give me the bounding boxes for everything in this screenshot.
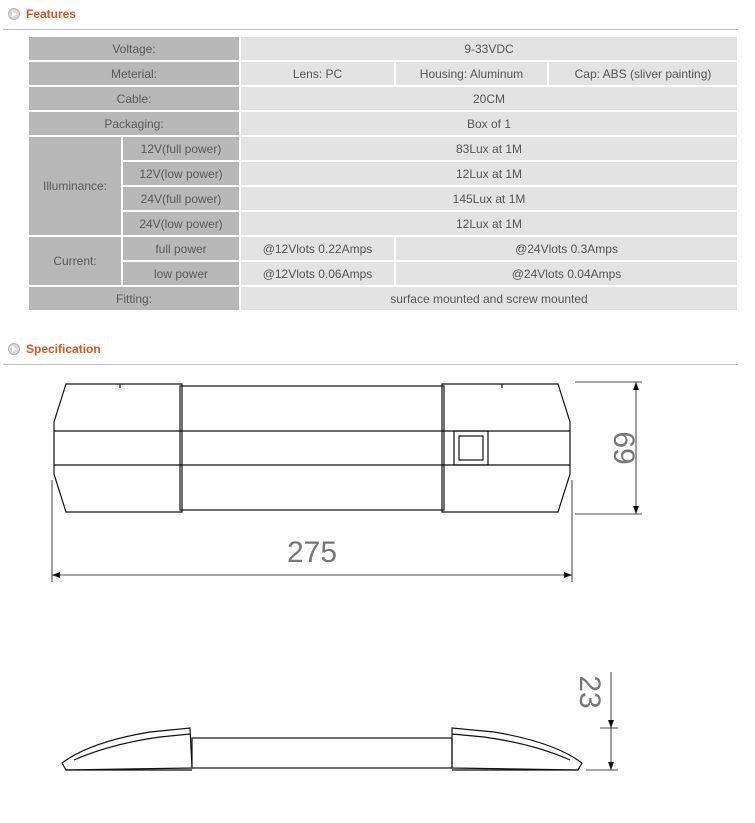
table-row-cable (28, 86, 738, 111)
table-row-fitting (28, 286, 738, 311)
dimension-width-label: 69 (607, 431, 640, 465)
material-lens: Lens: PC (240, 61, 395, 86)
current-24v: @24Vlots 0.3Amps (395, 236, 738, 261)
table-row-voltage (28, 36, 738, 61)
illuminance-value: 12Lux at 1M (240, 161, 738, 186)
voltage-value: 9-33VDC (240, 36, 738, 61)
packaging-value: Box of 1 (240, 111, 738, 136)
illuminance-sub: 24V(low power) (122, 211, 240, 236)
fitting-label: Fitting: (28, 286, 240, 311)
table-row-illuminance (28, 161, 738, 186)
illuminance-sub: 24V(full power) (122, 186, 240, 211)
current-sub: low power (122, 261, 240, 286)
cable-label: Cable: (28, 86, 240, 111)
illuminance-value: 12Lux at 1M (240, 211, 738, 236)
specification-title: Specification (26, 342, 101, 356)
illuminance-label: Illuminance: (28, 136, 122, 236)
bullet-arrow-icon (8, 8, 20, 20)
table-row-illuminance (28, 186, 738, 211)
dimension-height-label: 23 (573, 675, 606, 709)
specification-divider (3, 364, 738, 365)
specification-header (8, 342, 101, 356)
material-cap: Cap: ABS (sliver painting) (548, 61, 738, 86)
top-view-drawing (0, 370, 755, 590)
features-divider (3, 29, 738, 30)
features-table (27, 35, 739, 312)
table-row-current (28, 261, 738, 286)
current-12v: @12Vlots 0.22Amps (240, 236, 395, 261)
illuminance-value: 145Lux at 1M (240, 186, 738, 211)
current-label: Current: (28, 236, 122, 286)
bullet-arrow-icon (8, 343, 20, 355)
table-row-illuminance (28, 136, 738, 161)
cable-value: 20CM (240, 86, 738, 111)
side-view-drawing (0, 660, 755, 780)
illuminance-sub: 12V(low power) (122, 161, 240, 186)
packaging-label: Packaging: (28, 111, 240, 136)
table-row-material (28, 61, 738, 86)
table-row-current (28, 236, 738, 261)
features-header (8, 7, 76, 21)
table-row-packaging (28, 111, 738, 136)
voltage-label: Voltage: (28, 36, 240, 61)
fitting-value: surface mounted and screw mounted (240, 286, 738, 311)
dimension-length-label: 275 (286, 536, 338, 569)
illuminance-value: 83Lux at 1M (240, 136, 738, 161)
current-12v: @12Vlots 0.06Amps (240, 261, 395, 286)
table-row-illuminance (28, 211, 738, 236)
features-title: Features (26, 7, 77, 21)
material-housing: Housing: Aluminum (395, 61, 548, 86)
current-24v: @24Vlots 0.04Amps (395, 261, 738, 286)
current-sub: full power (122, 236, 240, 261)
illuminance-sub: 12V(full power) (122, 136, 240, 161)
material-label: Meterial: (28, 61, 240, 86)
